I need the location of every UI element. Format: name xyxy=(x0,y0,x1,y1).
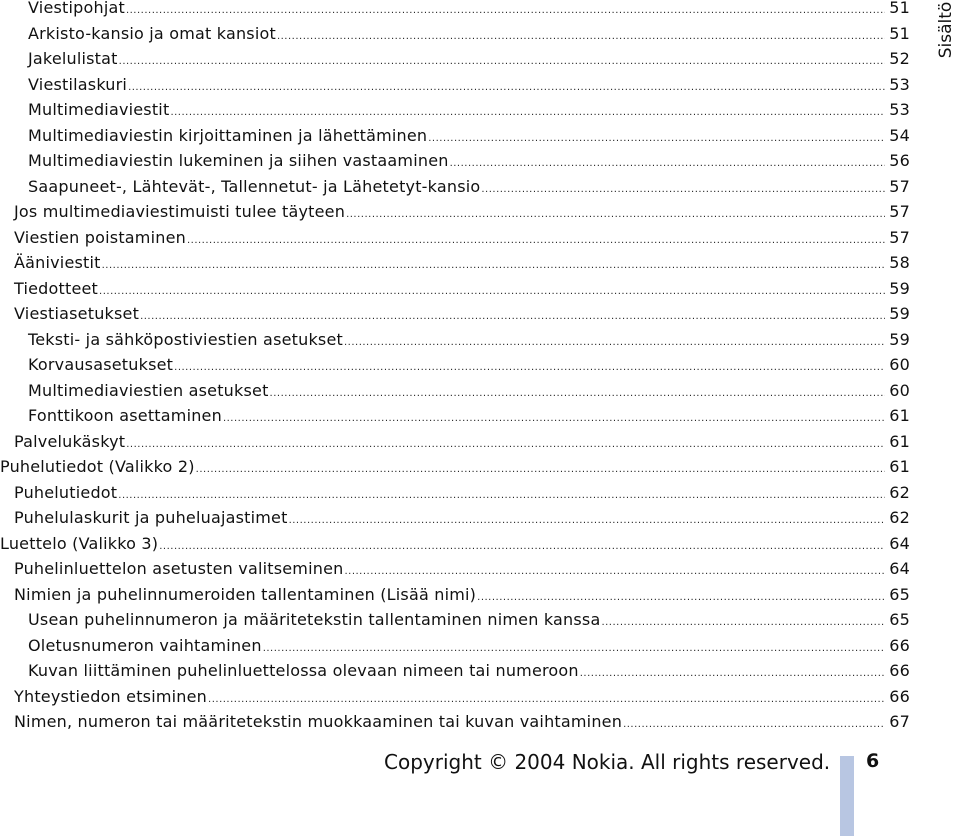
toc-entry-page: 52 xyxy=(889,49,910,68)
dot-leader xyxy=(270,381,886,407)
dot-leader xyxy=(346,202,885,228)
toc-entry[interactable] xyxy=(0,21,910,47)
toc-entry-title: Arkisto-kansio ja omat kansiot xyxy=(28,23,276,43)
toc-entry-page: 57 xyxy=(889,202,910,221)
toc-entry[interactable] xyxy=(0,123,910,149)
dot-leader xyxy=(196,457,886,483)
dot-leader xyxy=(428,126,885,152)
toc-entry-page: 51 xyxy=(889,0,910,17)
toc-entry[interactable] xyxy=(0,352,910,378)
toc-entry-page: 60 xyxy=(889,355,910,374)
toc-entry[interactable] xyxy=(0,0,910,21)
toc-entry-page: 53 xyxy=(889,74,910,94)
dot-leader xyxy=(119,49,886,75)
toc-entry[interactable] xyxy=(0,378,910,404)
toc-entry-title: Jos multimediaviestimuisti tulee täyteen xyxy=(14,202,346,221)
toc-entry-page: 59 xyxy=(889,329,910,349)
toc-entry-page: 65 xyxy=(889,584,910,604)
toc-entry[interactable] xyxy=(0,454,910,480)
dot-leader xyxy=(344,330,885,356)
toc-entry-page: 67 xyxy=(889,712,910,731)
toc-entry-page: 54 xyxy=(889,125,910,145)
toc-entry[interactable] xyxy=(0,658,910,684)
toc-entry-title: Jakelulistat xyxy=(28,49,118,68)
toc-entry[interactable] xyxy=(0,225,910,251)
toc-entry[interactable] xyxy=(0,250,910,276)
dot-leader xyxy=(223,406,885,432)
toc-entry-page: 56 xyxy=(889,151,910,170)
toc-entry[interactable] xyxy=(0,607,910,633)
toc-entry-title: Luettelo (Valikko 3) xyxy=(0,533,159,553)
toc-entry-page: 62 xyxy=(889,508,910,527)
toc-entry-title: Viestipohjat xyxy=(28,0,125,17)
toc-entry-title: Saapuneet-, Lähtevät-, Tallennetut- ja Lähetetyt-kansio xyxy=(28,176,481,196)
toc-entry[interactable] xyxy=(0,480,910,506)
toc-entry-page: 65 xyxy=(889,610,910,629)
dot-leader xyxy=(623,712,885,738)
toc-entry-page: 61 xyxy=(889,457,910,476)
toc-entry-page: 59 xyxy=(889,304,910,323)
toc-entry-title: Viestiasetukset xyxy=(14,304,140,323)
toc-entry[interactable] xyxy=(0,556,910,582)
toc-entry-title: Palvelukäskyt xyxy=(14,431,126,451)
section-label: Sisältö xyxy=(936,1,956,59)
toc-entry-title: Multimediaviestin lukeminen ja siihen vastaaminen xyxy=(28,151,449,170)
dot-leader xyxy=(277,24,885,50)
toc-entry-title: Puhelutiedot (Valikko 2) xyxy=(0,457,195,476)
toc-entry-title: Nimen, numeron tai määritetekstin muokkaaminen tai kuvan vaihtaminen xyxy=(14,712,623,731)
toc-entry[interactable] xyxy=(0,276,910,302)
toc-entry-page: 60 xyxy=(889,380,910,400)
toc-entry-page: 61 xyxy=(889,431,910,451)
toc-entry[interactable] xyxy=(0,429,910,455)
dot-leader xyxy=(128,75,885,101)
toc-entry[interactable] xyxy=(0,174,910,200)
dot-leader xyxy=(580,661,886,687)
toc-entry-title: Kuvan liittäminen puhelinluettelossa olevaan nimeen tai numeroon xyxy=(28,661,579,680)
toc-entry-page: 59 xyxy=(889,278,910,298)
toc-entry-title: Puhelinluettelon asetusten valitseminen xyxy=(14,559,344,578)
toc-entry[interactable] xyxy=(0,582,910,608)
toc-entry-page: 58 xyxy=(889,253,910,272)
dot-leader xyxy=(450,151,886,177)
copyright-notice: Copyright © 2004 Nokia. All rights reserved. xyxy=(384,750,831,774)
toc-entry-page: 57 xyxy=(889,227,910,247)
toc-entry-title: Viestilaskuri xyxy=(28,74,128,94)
toc-entry-title: Yhteystiedon etsiminen xyxy=(14,686,208,706)
toc-entry-page: 66 xyxy=(889,686,910,706)
toc-entry-title: Korvausasetukset xyxy=(28,355,174,374)
toc-entry-title: Tiedotteet xyxy=(14,278,99,298)
toc-entry[interactable] xyxy=(0,531,910,557)
toc-entry-page: 62 xyxy=(889,482,910,502)
toc-entry-title: Multimediaviestien asetukset xyxy=(28,380,269,400)
toc-entry-page: 57 xyxy=(889,176,910,196)
toc-entry[interactable] xyxy=(0,148,910,174)
toc-entry-title: Puhelulaskurit ja puheluajastimet xyxy=(14,508,288,527)
dot-leader xyxy=(99,279,885,305)
toc-entry-title: Fonttikoon asettaminen xyxy=(28,406,222,425)
toc-entry[interactable] xyxy=(0,505,910,531)
toc-entry-page: 64 xyxy=(889,559,910,578)
toc-entry[interactable] xyxy=(0,633,910,659)
toc-entry[interactable] xyxy=(0,46,910,72)
toc-entry-title: Viestien poistaminen xyxy=(14,227,186,247)
toc-entry-page: 66 xyxy=(889,661,910,680)
toc-entry-page: 61 xyxy=(889,406,910,425)
dot-leader xyxy=(187,228,885,254)
dot-leader xyxy=(289,508,886,534)
toc-entry-title: Usean puhelinnumeron ja määritetekstin tallentaminen nimen kanssa xyxy=(28,610,601,629)
toc-entry[interactable] xyxy=(0,301,910,327)
toc-entry-page: 53 xyxy=(889,100,910,119)
toc-entry-page: 66 xyxy=(889,635,910,655)
toc-entry[interactable] xyxy=(0,72,910,98)
toc-entry-page: 64 xyxy=(889,533,910,553)
toc-entry[interactable] xyxy=(0,403,910,429)
toc-entry-title: Multimediaviestit xyxy=(28,100,170,119)
page-edge-bar xyxy=(840,756,854,836)
toc-entry[interactable] xyxy=(0,97,910,123)
dot-leader xyxy=(601,610,885,636)
toc-entry[interactable] xyxy=(0,327,910,353)
toc-entry[interactable] xyxy=(0,199,910,225)
toc-entry-title: Multimediaviestin kirjoittaminen ja lähettäminen xyxy=(28,125,428,145)
dot-leader xyxy=(126,432,885,458)
toc-entry-title: Oletusnumeron vaihtaminen xyxy=(28,635,262,655)
toc-entry-title: Teksti- ja sähköpostiviestien asetukset xyxy=(28,329,343,349)
page-number: 6 xyxy=(866,750,880,772)
toc-entry-title: Puhelutiedot xyxy=(14,482,118,502)
toc-entry-title: Nimien ja puhelinnumeroiden tallentaminen (Lisää nimi) xyxy=(14,584,477,604)
dot-leader xyxy=(102,253,886,279)
toc-entry-page: 51 xyxy=(889,23,910,43)
section-tab xyxy=(932,0,960,60)
dot-leader xyxy=(174,355,885,381)
toc-entry[interactable] xyxy=(0,709,910,735)
toc-entry[interactable] xyxy=(0,684,910,710)
dot-leader xyxy=(481,177,885,203)
toc-entry-title: Ääniviestit xyxy=(14,253,101,272)
